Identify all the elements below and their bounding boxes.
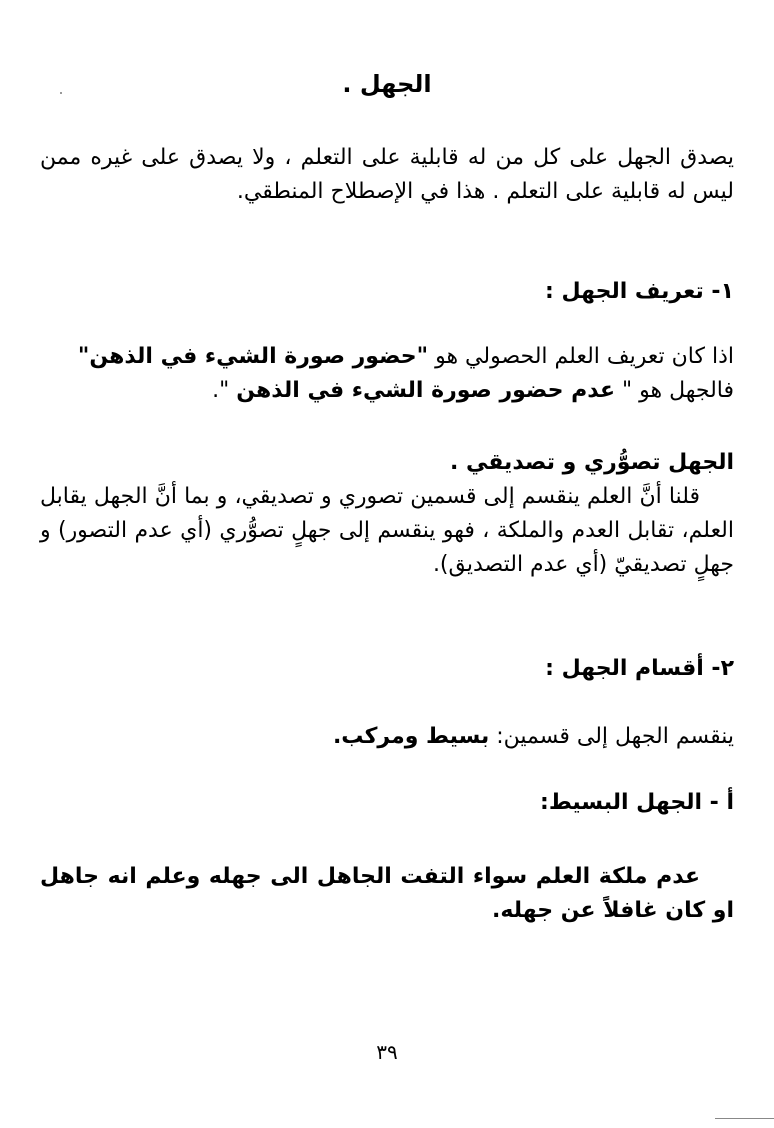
page-title: الجهل . [342,70,432,98]
section-1-heading: ١- تعريف الجهل : [545,279,734,304]
section-2-heading: ٢- أقسام الجهل : [545,656,734,681]
definition-line-2: فالجهل هو " عدم حضور صورة الشيء في الذهن ". [212,378,734,403]
section-a-heading: أ - الجهل البسيط: [540,790,734,815]
subsection-paragraph: قلنا أنَّ العلم ينقسم إلى قسمين تصوري و تصديقي، و بما أنَّ الجهل يقابل العلم، تقابل العدم والملكة ، فهو ينقسم إلى جهلٍ تصوُّري (أي عدم التصور) و جهلٍ تصديقيّ (أي عدم التصديق). [40,484,734,577]
indent-space [700,864,734,889]
page-number: ٣٩ [376,1040,398,1064]
footer-rule [715,1118,774,1119]
definition-paragraph [40,340,734,408]
section-a-paragraph: عدم ملكة العلم سواء التفت الجاهل الى جهله وعلم انه جاهل او كان غافلاً عن جهله. [40,864,734,923]
indent-space [700,484,734,509]
section-2-paragraph: ينقسم الجهل إلى قسمين: بسيط ومركب. [332,724,734,749]
intro-paragraph: يصدق الجهل على كل من له قابلية على التعلم ، ولا يصدق على غيره ممن ليس له قابلية على التعلم . هذا في الإصطلاح المنطقي. [40,145,734,204]
subsection-heading: الجهل تصوُّري و تصديقي . [449,450,734,475]
definition-line-1: اذا كان تعريف العلم الحصولي هو "حضور صورة الشيء في الذهن" [77,344,734,369]
